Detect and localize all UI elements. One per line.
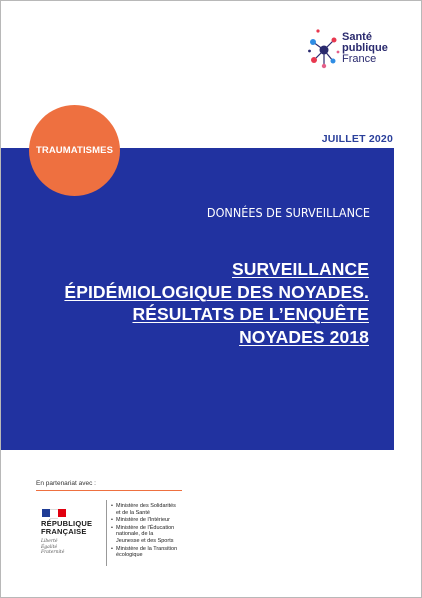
ministries-list — [111, 503, 221, 560]
logo-wordmark — [342, 32, 388, 65]
title-line: RÉSULTATS DE L’ENQUÊTE — [132, 304, 369, 324]
republique-motto — [41, 539, 64, 556]
ministry-line: nationale, de la — [116, 531, 154, 538]
ministry-item — [111, 517, 221, 524]
category-badge — [29, 105, 120, 196]
logo-line-2: publique — [342, 42, 388, 54]
republique-line-1: RÉPUBLIQUE — [41, 519, 93, 528]
french-flag-icon — [42, 509, 66, 517]
section-label: DONNÉES DE SURVEILLANCE — [206, 205, 370, 220]
ministry-line: écologique — [116, 552, 143, 559]
ministry-line: Jeunesse et des Sports — [116, 537, 174, 544]
logo-line-1: Santé — [342, 31, 372, 43]
sante-publique-france-logo-icon — [308, 28, 340, 78]
title-line: SURVEILLANCE — [231, 259, 369, 279]
ministry-line: • Ministère de l'Éducation — [116, 524, 175, 531]
document-title — [49, 258, 369, 348]
motto-word: Liberté — [41, 539, 58, 544]
partner-heading: En partenariat avec : — [36, 480, 96, 487]
ministry-item — [111, 503, 221, 516]
ministry-line: et de la Santé — [116, 509, 150, 516]
logo-line-3: France — [342, 53, 377, 65]
sante-publique-france-logo — [308, 28, 408, 78]
ministry-item — [111, 525, 221, 545]
title-line: NOYADES 2018 — [239, 326, 369, 347]
ministry-line: • Ministère des Solidarités — [116, 503, 176, 509]
category-label: TRAUMATISMES — [35, 145, 114, 156]
republique-line-2: FRANÇAISE — [41, 527, 87, 536]
republique-wordmark — [41, 520, 92, 536]
motto-word: Fraternité — [41, 550, 65, 555]
ministry-item — [111, 546, 221, 559]
ministry-line: • Ministère de la Transition — [116, 545, 178, 552]
motto-word: Égalité — [41, 544, 58, 550]
publication-date: JUILLET 2020 — [321, 133, 393, 145]
partner-divider — [36, 490, 182, 491]
title-line: ÉPIDÉMIOLOGIQUE DES NOYADES. — [64, 281, 369, 302]
ministry-line: • Ministère de l'Intérieur — [116, 517, 170, 524]
partner-separator — [106, 500, 107, 566]
